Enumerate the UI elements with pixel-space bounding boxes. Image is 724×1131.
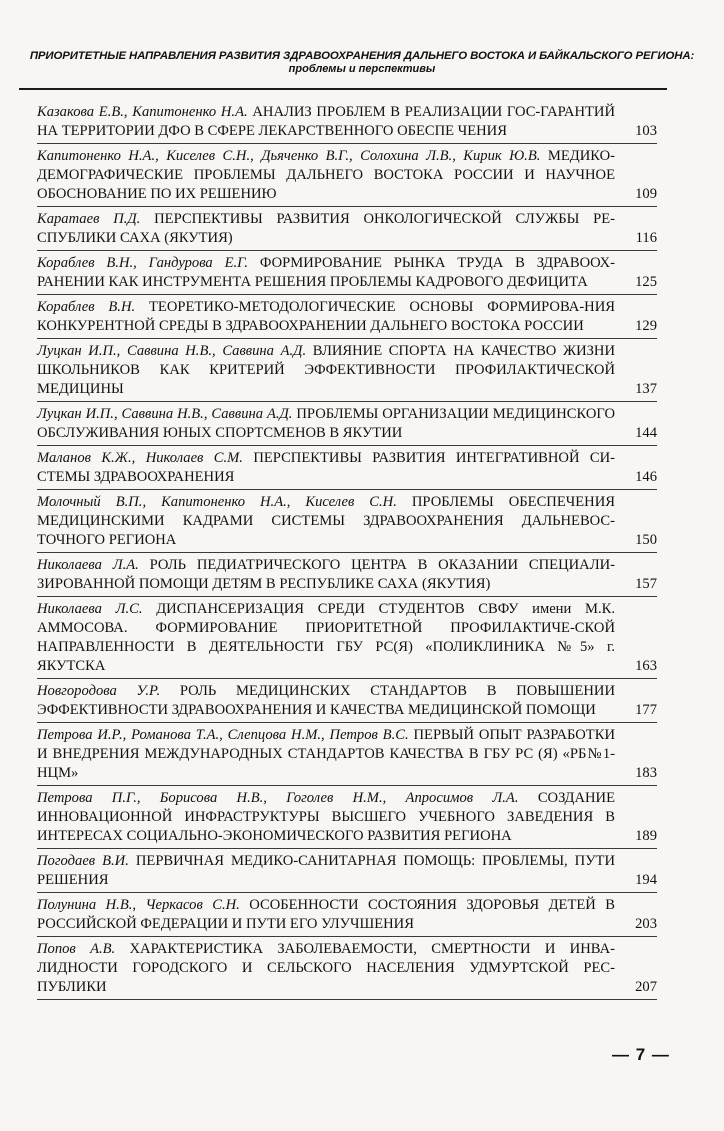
toc-entry-text: [37, 682, 657, 720]
toc-entry-title: ТЕОРЕТИКО-МЕТОДОЛОГИЧЕСКИЕ ОСНОВЫ ФОРМИРОВА-НИЯ КОНКУРЕНТНОЙ СРЕДЫ В ЗДРАВООХРАНЕНИИ ДАЛЬНЕГО ВОСТОКА РОССИИ: [37, 299, 615, 334]
toc-entry: [37, 726, 657, 786]
toc-entry-text: [37, 896, 657, 934]
toc-entry-page: 207: [635, 979, 657, 995]
toc-entry-text: [37, 493, 657, 550]
page-number: — 7 —: [612, 1045, 670, 1064]
toc-entry-page: 146: [635, 469, 657, 485]
toc-entry-title: ХАРАКТЕРИСТИКА ЗАБОЛЕВАЕМОСТИ, СМЕРТНОСТИ И ИНВА-ЛИДНОСТИ ГОРОДСКОГО И СЕЛЬСКОГО НАСЕЛЕНИЯ УДМУРТСКОЙ РЕС-ПУБЛИКИ: [37, 941, 615, 995]
toc-entry-text: [37, 940, 657, 997]
toc-entry-page: 137: [635, 381, 657, 397]
toc-entry-authors: Николаева Л.С.: [37, 601, 143, 617]
toc-entry: [37, 147, 657, 207]
toc-entry-authors: Погодаев В.И.: [37, 853, 129, 869]
toc-entry-page: 129: [635, 318, 657, 334]
toc-entry-page: 109: [635, 186, 657, 202]
toc-entry: [37, 600, 657, 679]
toc-entry-text: [37, 298, 657, 336]
toc-entry-authors: Полунина Н.В., Черкасов С.Н.: [37, 897, 240, 913]
toc-entry-authors: Маланов К.Ж., Николаев С.М.: [37, 450, 243, 466]
toc-entry-title: ДИСПАНСЕРИЗАЦИЯ СРЕДИ СТУДЕНТОВ СВФУ имени М.К. АММОСОВА. ФОРМИРОВАНИЕ ПРИОРИТЕТНОЙ ПРОФИЛАКТИЧЕ-СКОЙ НАПРАВЛЕННОСТИ В ДЕЯТЕЛЬНОСТИ ГБУ РС(Я) «ПОЛИКЛИНИКА №5» г. ЯКУТСКА: [37, 601, 616, 674]
toc-entry-title: ПРОБЛЕМЫ ОБЕСПЕЧЕНИЯ МЕДИЦИНСКИМИ КАДРАМИ СИСТЕМЫ ЗДРАВООХРАНЕНИЯ ДАЛЬНЕВОС-ТОЧНОГО РЕГИОНА: [37, 494, 615, 548]
toc-entry-authors: Новгородова У.Р.: [37, 683, 161, 699]
toc-entry-page: 150: [635, 532, 657, 548]
toc-entry-text: [37, 342, 657, 399]
toc-entry-authors: Луцкан И.П., Саввина Н.В., Саввина А.Д.: [37, 343, 307, 359]
toc-entry: [37, 556, 657, 597]
toc-entry-title: ПЕРСПЕКТИВЫ РАЗВИТИЯ ОНКОЛОГИЧЕСКОЙ СЛУЖБЫ РЕ-СПУБЛИКИ САХА (ЯКУТИЯ): [37, 211, 615, 246]
toc-entry-title: ФОРМИРОВАНИЕ РЫНКА ТРУДА В ЗДРАВООХ-РАНЕНИИ КАК ИНСТРУМЕНТА РЕШЕНИЯ ПРОБЛЕМЫ КАДРОВОГО ДЕФИЦИТА: [37, 255, 615, 290]
toc-entry-page: 125: [635, 274, 657, 290]
toc-entry: [37, 210, 657, 251]
toc-entry-title: РОЛЬ МЕДИЦИНСКИХ СТАНДАРТОВ В ПОВЫШЕНИИ ЭФФЕКТИВНОСТИ ЗДРАВООХРАНЕНИЯ И КАЧЕСТВА МЕДИЦИНСКОЙ ПОМОЩИ: [37, 683, 615, 718]
toc-entry: [37, 298, 657, 339]
toc-entry-page: 194: [635, 872, 657, 888]
running-header-subtitle: проблемы и перспективы: [288, 63, 436, 75]
toc-entry: [37, 896, 657, 937]
header-divider: [19, 88, 667, 90]
toc-entry-text: [37, 726, 657, 783]
toc-entry-authors: Кораблев В.Н., Гандурова Е.Г.: [37, 255, 248, 271]
toc-entry-title: ПЕРСПЕКТИВЫ РАЗВИТИЯ ИНТЕГРАТИВНОЙ СИ-СТЕМЫ ЗДРАВООХРАНЕНИЯ: [37, 450, 615, 485]
toc-entry-text: [37, 556, 657, 594]
toc-entry: [37, 449, 657, 490]
toc-entry: [37, 342, 657, 402]
toc-entry-authors: Кораблев В.Н.: [37, 299, 136, 315]
running-header-title: ПРИОРИТЕТНЫЕ НАПРАВЛЕНИЯ РАЗВИТИЯ ЗДРАВООХРАНЕНИЯ ДАЛЬНЕГО ВОСТОКА И БАЙКАЛЬСКОГО РЕГИОНА:: [29, 50, 695, 62]
toc-entry-authors: Попов А.В.: [37, 941, 116, 957]
toc-entry-text: [37, 405, 657, 443]
toc-entry-text: [37, 600, 657, 676]
toc-entry: [37, 254, 657, 295]
toc-entry: [37, 682, 657, 723]
toc-entry-authors: Николаева Л.А.: [37, 557, 139, 573]
toc-entry-page: 163: [635, 658, 657, 674]
toc-entry: [37, 789, 657, 849]
toc-entry-page: 157: [635, 576, 657, 592]
toc-entry-page: 183: [635, 765, 657, 781]
running-header: [20, 50, 704, 76]
toc-entry-authors: Петрова И.Р., Романова Т.А., Слепцова Н.М., Петров В.С.: [37, 727, 409, 743]
toc-entry-title: РОЛЬ ПЕДИАТРИЧЕСКОГО ЦЕНТРА В ОКАЗАНИИ СПЕЦИАЛИ-ЗИРОВАННОЙ ПОМОЩИ ДЕТЯМ В РЕСПУБЛИКЕ САХА (ЯКУТИЯ): [37, 557, 615, 592]
toc-entry-page: 189: [635, 828, 657, 844]
toc-entry-page: 177: [635, 702, 657, 718]
toc-entry: [37, 852, 657, 893]
toc-entry-authors: Казакова Е.В., Капитоненко Н.А.: [37, 104, 248, 120]
toc-entry-page: 144: [635, 425, 657, 441]
toc-entry-authors: Каратаев П.Д.: [37, 211, 141, 227]
toc-entry-text: [37, 147, 657, 204]
toc-entry-text: [37, 254, 657, 292]
toc-entry: [37, 493, 657, 553]
toc-entry-title: ПЕРВИЧНАЯ МЕДИКО-САНИТАРНАЯ ПОМОЩЬ: ПРОБЛЕМЫ, ПУТИ РЕШЕНИЯ: [37, 853, 615, 888]
toc-entry-authors: Петрова П.Г., Борисова Н.В., Гоголев Н.М., Апросимов Л.А.: [37, 790, 519, 806]
toc-entry-title: МЕДИКО-ДЕМОГРАФИЧЕСКИЕ ПРОБЛЕМЫ ДАЛЬНЕГО ВОСТОКА РОССИИ И НАУЧНОЕ ОБОСНОВАНИЕ ПО ИХ РЕШЕНИЮ: [37, 148, 615, 202]
toc-entry: [37, 405, 657, 446]
toc-entry-title: СОЗДАНИЕ ИННОВАЦИОННОЙ ИНФРАСТРУКТУРЫ ВЫСШЕГО УЧЕБНОГО ЗАВЕДЕНИЯ В ИНТЕРЕСАХ СОЦИАЛЬНО-ЭКОНОМИЧЕСКОГО РАЗВИТИЯ РЕГИОНА: [37, 790, 616, 844]
toc-entry-page: 203: [635, 916, 657, 932]
toc-entry: [37, 103, 657, 144]
table-of-contents: [37, 103, 657, 1003]
toc-entry-authors: Молочный В.П., Капитоненко Н.А., Киселев С.Н.: [37, 494, 397, 510]
toc-entry-title: АНАЛИЗ ПРОБЛЕМ В РЕАЛИЗАЦИИ ГОС-ГАРАНТИЙ НА ТЕРРИТОРИИ ДФО В СФЕРЕ ЛЕКАРСТВЕННОГО ОБЕСПЕ ЧЕНИЯ: [37, 104, 615, 139]
toc-entry-authors: Луцкан И.П., Саввина Н.В., Саввина А.Д.: [37, 406, 293, 422]
toc-entry-text: [37, 789, 657, 846]
toc-entry-text: [37, 103, 657, 141]
toc-entry-text: [37, 210, 657, 248]
toc-entry-authors: Капитоненко Н.А., Киселев С.Н., Дьяченко В.Г., Солохина Л.В., Кирик Ю.В.: [37, 148, 541, 164]
toc-entry-text: [37, 449, 657, 487]
toc-entry-title: ВЛИЯНИЕ СПОРТА НА КАЧЕСТВО ЖИЗНИ ШКОЛЬНИКОВ КАК КРИТЕРИЙ ЭФФЕКТИВНОСТИ ПРОФИЛАКТИЧЕСКОЙ МЕДИЦИНЫ: [37, 343, 615, 397]
toc-entry-page: 116: [635, 230, 657, 246]
toc-entry-text: [37, 852, 657, 890]
toc-entry-title: ОСОБЕННОСТИ СОСТОЯНИЯ ЗДОРОВЬЯ ДЕТЕЙ В РОССИЙСКОЙ ФЕДЕРАЦИИ И ПУТИ ЕГО УЛУЧШЕНИЯ: [37, 897, 615, 932]
toc-entry-title: ПРОБЛЕМЫ ОРГАНИЗАЦИИ МЕДИЦИНСКОГО ОБСЛУЖИВАНИЯ ЮНЫХ СПОРТСМЕНОВ В ЯКУТИИ: [37, 406, 615, 441]
toc-entry: [37, 940, 657, 1000]
toc-entry-page: 103: [635, 123, 657, 139]
toc-entry-title: ПЕРВЫЙ ОПЫТ РАЗРАБОТКИ И ВНЕДРЕНИЯ МЕЖДУНАРОДНЫХ СТАНДАРТОВ КАЧЕСТВА В ГБУ РС (Я) «РБ№1-НЦМ»: [37, 727, 615, 781]
